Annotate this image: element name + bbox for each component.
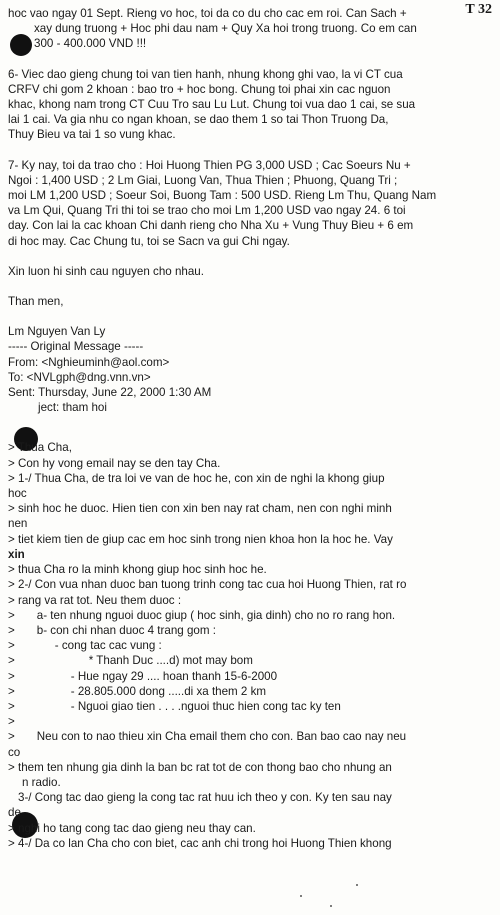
- text-line: 7- Ky nay, toi da trao cho : Hoi Huong Thien PG 3,000 USD ; Cac Soeurs Nu +: [8, 158, 411, 172]
- email-header: [8, 339, 468, 415]
- quoted-text: a- ten nhung nguoi duoc giup ( hoc sinh, gia dinh) cho no ro rang hon.: [36, 608, 396, 622]
- quoted-message: [8, 440, 468, 850]
- speck: [356, 884, 358, 886]
- to-field: To: <NVLgph@dng.vnn.vn>: [8, 370, 151, 384]
- quoted-text: - cong tac cac vung :: [54, 639, 162, 653]
- quoted-line: > tiet kiem tien de giup cac em hoc sinh trong nien khoa hon la hoc he. Vay: [8, 532, 393, 546]
- quoted-line: [8, 608, 468, 623]
- quoted-line: [8, 638, 468, 653]
- quote-marker: >: [8, 730, 15, 744]
- quote-marker: >: [8, 699, 15, 713]
- original-message-label: ----- Original Message -----: [8, 340, 144, 354]
- quote-marker: >: [8, 608, 15, 622]
- text-line: Ngoi : 1,400 USD ; 2 Lm Giai, Luong Van, Thua Thien ; Phuong, Quang Tri ;: [8, 173, 398, 187]
- quoted-line: n radio.: [22, 775, 61, 789]
- quoted-line: [8, 699, 468, 714]
- speck: [330, 905, 332, 907]
- text-line: khac, khong nam trong CT Cuu Tro sau Lu Lut. Chung toi vua dao 1 cai, se sua: [8, 98, 416, 112]
- subject-field: ject: tham hoi: [38, 401, 107, 415]
- quoted-line: xin: [8, 547, 25, 561]
- salutation: Than men,: [8, 295, 64, 309]
- quoted-line: [8, 623, 468, 638]
- quoted-line: > nghi ho tang cong tac dao gieng neu thay can.: [8, 821, 256, 835]
- paragraph-donations: [8, 158, 468, 249]
- quoted-text: b- con chi nhan duoc 4 trang gom :: [36, 623, 216, 637]
- text-line: va Lm Qui, Quang Tri thi toi se trao cho moi Lm 1,200 USD vao ngay 24. 6 toi: [8, 204, 406, 218]
- quoted-line: >: [8, 715, 15, 729]
- paragraph-school-fees: [8, 6, 468, 52]
- signature: Lm Nguyen Van Ly: [8, 325, 106, 339]
- text-line: 300 - 400.000 VND !!!: [34, 37, 147, 51]
- quote-marker: >: [8, 639, 15, 653]
- speck: [300, 895, 302, 897]
- quoted-line: > 1-/ Thua Cha, de tra loi ve van de hoc he, con xin de nghi la khong giup: [8, 471, 385, 485]
- quoted-line: > them ten nhung gia dinh la ban bc rat tot de con thong bao cho nhung an: [8, 760, 392, 774]
- quoted-line: de: [8, 806, 21, 820]
- quoted-line: > thua Cha ro la minh khong giup hoc sinh hoc he.: [8, 563, 267, 577]
- quoted-line: co: [8, 745, 21, 759]
- quoted-text: Neu con to nao thieu xin Cha email them cho con. Ban bao cao nay neu: [36, 730, 407, 744]
- quoted-text: - Hue ngay 29 .... hoan thanh 15-6-2000: [70, 669, 278, 683]
- quoted-text: - Nguoi giao tien . . . .nguoi thuc hien cong tac ky ten: [70, 699, 341, 713]
- quoted-text: * Thanh Duc ....d) mot may bom: [88, 654, 253, 668]
- quote-marker: >: [8, 684, 15, 698]
- quoted-line: > 4-/ Da co lan Cha cho con biet, cac anh chi trong hoi Huong Thien khong: [8, 836, 392, 850]
- quoted-line: > sinh hoc he duoc. Hien tien con xin ben nay rat cham, nen con nghi minh: [8, 502, 392, 516]
- quoted-line: > rang va rat tot. Neu them duoc :: [8, 593, 182, 607]
- quoted-line: [8, 729, 468, 744]
- fax-document: [8, 6, 468, 851]
- text-line: CRFV chi gom 2 khoan : bao tro + hoc bong. Chung toi phai xin cac nguon: [8, 82, 391, 96]
- quoted-line: > Con hy vong email nay se den tay Cha.: [8, 456, 221, 470]
- sent-field: Sent: Thursday, June 22, 2000 1:30 AM: [8, 386, 212, 400]
- text-line: lai 1 cai. Va gia nhu co ngan khoan, se dao them 1 so tai Thon Truong Da,: [8, 113, 389, 127]
- from-field: From: <Nghieuminh@aol.com>: [8, 355, 170, 369]
- text-line: 6- Viec dao gieng chung toi van tien hanh, nhung khong ghi vao, la vi CT cua: [8, 67, 403, 81]
- text-line: xay dung truong + Hoc phi dau nam + Quy Xa hoi trong truong. Co em can: [34, 22, 417, 36]
- text-line: di hoc may. Cac Chung tu, toi se Sacn va gui Chi ngay.: [8, 234, 290, 248]
- quoted-line: [8, 684, 468, 699]
- text-line: Thuy Bieu va tai 1 so vung khac.: [8, 128, 176, 142]
- quoted-line: [8, 653, 468, 668]
- quoted-line: 3-/ Cong tac dao gieng la cong tac rat huu ich theo y con. Ky ten sau nay: [18, 791, 392, 805]
- paragraph-well-digging: [8, 67, 468, 143]
- quote-marker: >: [8, 654, 15, 668]
- quoted-text: - 28.805.000 dong .....di xa them 2 km: [70, 684, 267, 698]
- quote-marker: >: [8, 623, 15, 637]
- closing-line: Xin luon hi sinh cau nguyen cho nhau.: [8, 264, 204, 278]
- quoted-line: hoc: [8, 487, 27, 501]
- quote-marker: >: [8, 669, 15, 683]
- quoted-line: > 2-/ Con vua nhan duoc ban tuong trinh cong tac cua hoi Huong Thien, rat ro: [8, 578, 407, 592]
- quoted-line: > Thua Cha,: [8, 441, 72, 455]
- quoted-line: nen: [8, 517, 28, 531]
- text-line: day. Con lai la cac khoan Chi danh rieng cho Nha Xu + Vung Thuy Bieu + 6 em: [8, 219, 414, 233]
- page-number: T 32: [465, 2, 492, 17]
- text-line: hoc vao ngay 01 Sept. Rieng vo hoc, toi da co du cho cac em roi. Can Sach +: [8, 7, 407, 20]
- text-line: moi LM 1,200 USD ; Soeur Soi, Buong Tam : 500 USD. Rieng Lm Thu, Quang Nam: [8, 189, 437, 203]
- quoted-line: [8, 669, 468, 684]
